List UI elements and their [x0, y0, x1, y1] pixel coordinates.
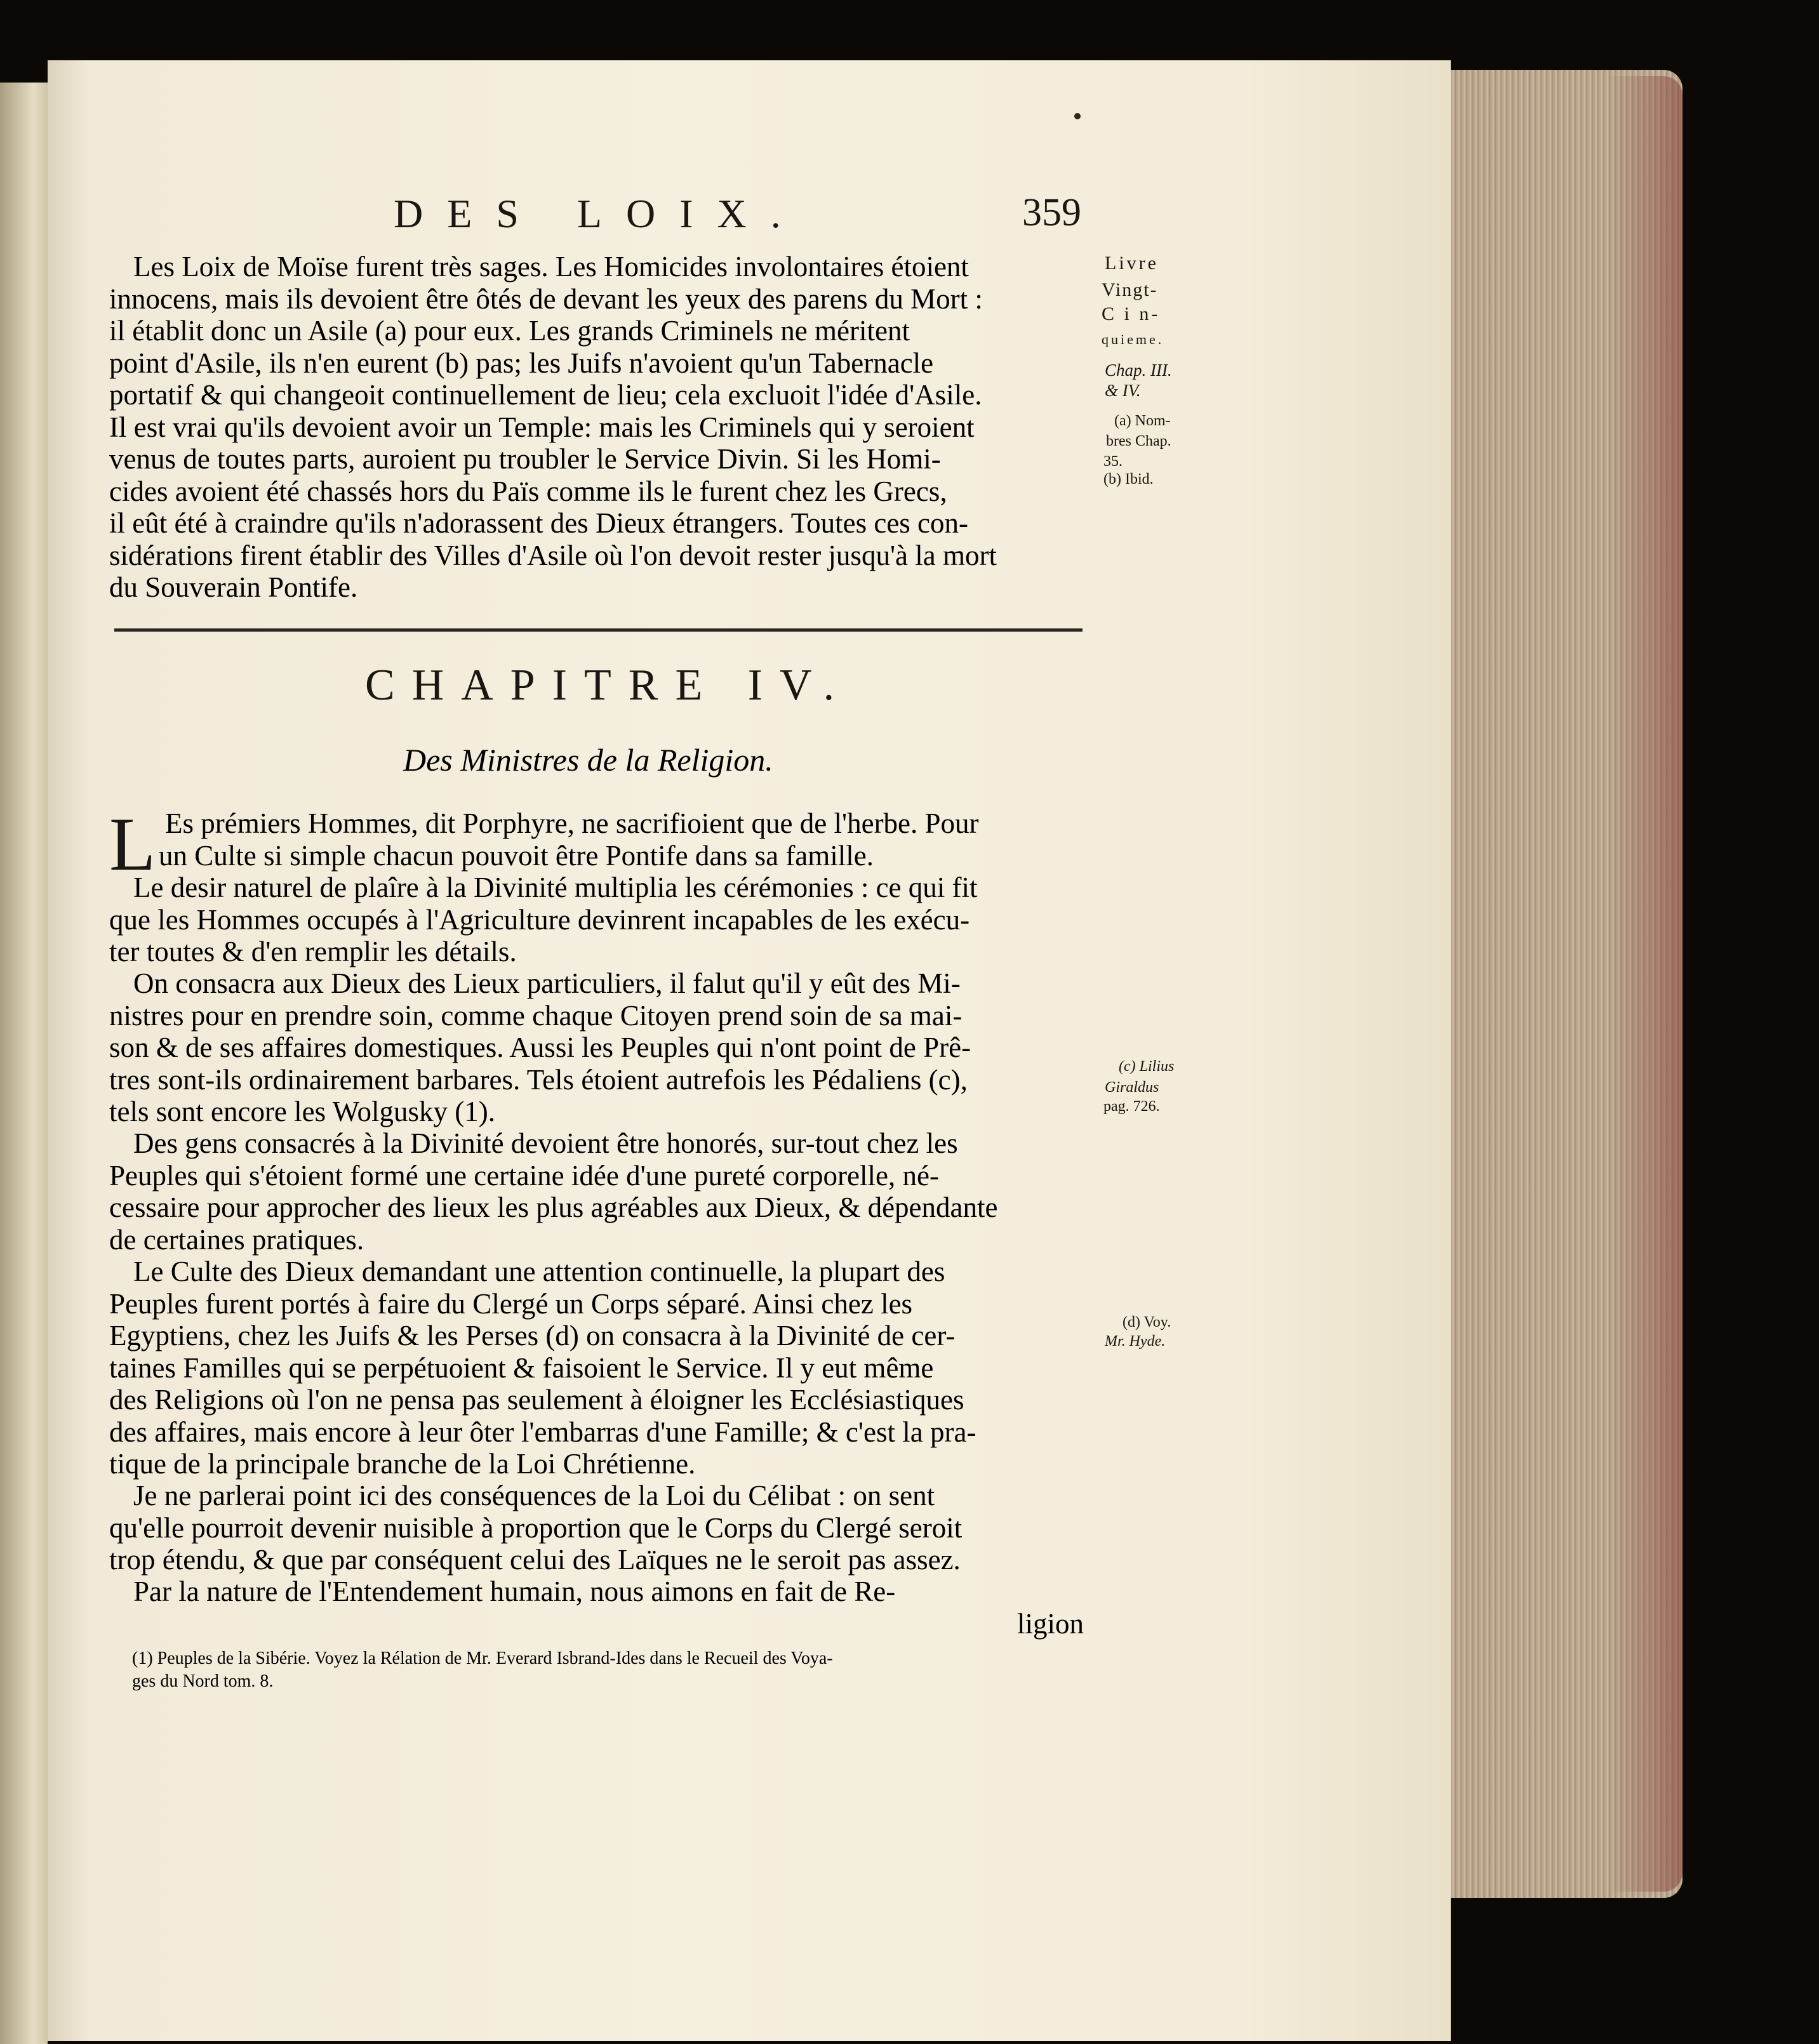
margin-note-c-page: pag. 726.: [1103, 1098, 1160, 1115]
text-line: de certaines pratiques.: [109, 1223, 364, 1256]
text-line: il eût été à craindre qu'ils n'adorassent des Dieux étrangers. Toutes ces con-: [109, 507, 969, 539]
page-number: 359: [1022, 191, 1081, 234]
text-line: venus de toutes parts, auroient pu troubler le Service Divin. Si les Homi-: [109, 443, 941, 475]
margin-note-cin: C i n-: [1102, 303, 1161, 324]
book-cover-edge: [1606, 76, 1682, 1892]
paragraph-pureté: [109, 1127, 1084, 1256]
margin-note-d-cont: Mr. Hyde.: [1105, 1333, 1166, 1350]
text-line: des Religions où l'on ne pensa pas seulement à éloigner les Ecclésiastiques: [109, 1384, 964, 1416]
text-line: Les Loix de Moïse furent très sages. Les Homicides involontaires étoient: [133, 251, 969, 282]
text-line: Peuples qui s'étoient formé une certaine idée d'une pureté corporelle, né-: [109, 1159, 939, 1191]
paragraph-clergé: [109, 1256, 1084, 1480]
text-line: Peuples furent portés à faire du Clergé un Corps séparé. Ainsi chez les: [109, 1287, 913, 1320]
paragraph-célibat: [109, 1480, 1084, 1576]
margin-note-vingt: Vingt-: [1102, 279, 1158, 300]
text-line: portatif & qui changeoit continuellement de lieu; cela excluoit l'idée d'Asile.: [109, 379, 982, 411]
margin-note-b: (b) Ibid.: [1103, 471, 1154, 488]
chapter-divider-rule: [114, 628, 1083, 632]
text-line: il établit donc un Asile (a) pour eux. Les grands Criminels ne méritent: [109, 315, 910, 347]
text-line: Il est vrai qu'ils devoient avoir un Temple: mais les Criminels qui y seroient: [109, 411, 975, 443]
text-line: tres sont-ils ordinairement barbares. Tels étoient autrefois les Pédaliens (c),: [109, 1063, 968, 1096]
text-line: nistres pour en prendre soin, comme chaque Citoyen prend soin de sa mai-: [109, 999, 963, 1032]
text-line: du Souverain Pontife.: [109, 571, 358, 603]
left-page-edge: [0, 83, 48, 2044]
text-line: taines Familles qui se perpétuoient & faisoient le Service. Il y eut même: [109, 1351, 934, 1384]
margin-note-a-cont: bres Chap.: [1106, 433, 1171, 449]
text-line: cessaire pour approcher des lieux les plus agréables aux Dieux, & dépendante: [109, 1191, 998, 1223]
text-line: tique de la principale branche de la Loi Chrétienne.: [109, 1448, 696, 1480]
text-line: Le desir naturel de plaîre à la Divinité multiplia les cérémonies : ce qui fit: [133, 872, 978, 903]
drop-cap: L: [109, 802, 156, 886]
text-line: Je ne parlerai point ici des conséquences de la Loi du Célibat : on sent: [133, 1480, 935, 1511]
text-line: cides avoient été chassés hors du Païs comme ils le furent chez les Grecs,: [109, 475, 947, 507]
text-line: qu'elle pourroit devenir nuisible à proportion que le Corps du Clergé seroit: [109, 1511, 963, 1544]
text-line: ter toutes & d'en remplir les détails.: [109, 936, 517, 967]
text-line: Des gens consacrés à la Divinité devoient être honorés, sur-tout chez les: [133, 1127, 958, 1159]
margin-note-c-cont: Giraldus: [1105, 1079, 1159, 1096]
paragraph-moise: [109, 251, 1084, 604]
margin-note-c: (c) Lilius: [1119, 1058, 1175, 1075]
text-line: Le Culte des Dieux demandant une attention continuelle, la plupart des: [133, 1256, 945, 1287]
chapter-subtitle: Des Ministres de la Religion.: [403, 742, 773, 778]
margin-note-livre: Livre: [1105, 253, 1159, 274]
text-line: Par la nature de l'Entendement humain, nous aimons en fait de Re-: [133, 1576, 896, 1607]
text-line: Es prémiers Hommes, dit Porphyre, ne sacrifioient que de l'herbe. Pour: [165, 807, 979, 839]
paragraph-entendement: [109, 1576, 1084, 1640]
text-line: des affaires, mais encore à leur ôter l'embarras d'une Famille; & c'est la pra-: [109, 1416, 976, 1448]
text-line: sidérations firent établir des Villes d'Asile où l'on devoit rester jusqu'à la mort: [109, 539, 997, 571]
text-line: innocens, mais ils devoient être ôtés de devant les yeux des parens du Mort :: [109, 282, 983, 315]
paragraph-lieux: [109, 967, 1084, 1128]
margin-note-chap: Chap. III.: [1105, 361, 1172, 380]
paragraph-desir: [109, 872, 1084, 968]
margin-note-iv: & IV.: [1105, 381, 1141, 400]
footnote: [132, 1647, 1097, 1693]
text-line: ligion: [1016, 1607, 1084, 1640]
text-line: trop étendu, & que par conséquent celui des Laïques ne le seroit pas assez.: [109, 1544, 961, 1576]
margin-note-d: (d) Voy.: [1123, 1314, 1171, 1331]
text-line: On consacra aux Dieux des Lieux particuliers, il falut qu'il y eût des Mi-: [133, 967, 961, 999]
text-line: un Culte si simple chacun pouvoit être Pontife dans sa famille.: [159, 839, 874, 872]
margin-note-a: (a) Nom-: [1114, 413, 1171, 429]
margin-note-a-num: 35.: [1103, 453, 1123, 470]
text-line: son & de ses affaires domestiques. Aussi les Peuples qui n'ont point de Prê-: [109, 1032, 971, 1063]
footnote-line: ges du Nord tom. 8.: [132, 1671, 274, 1691]
text-line: tels sont encore les Wolgusky (1).: [109, 1096, 495, 1127]
chapter-title: CHAPITRE IV.: [365, 661, 852, 710]
running-head: DES LOIX.: [394, 191, 805, 236]
ink-speck: [1074, 113, 1081, 119]
margin-note-quieme: quieme.: [1102, 331, 1164, 347]
footnote-line: (1) Peuples de la Sibérie. Voyez la Rélation de Mr. Everard Isbrand-Ides dans le Recueil des Voya-: [132, 1649, 833, 1668]
paragraph-porphyre: [159, 807, 1084, 872]
text-line: point d'Asile, ils n'en eurent (b) pas; les Juifs n'avoient qu'un Tabernacle: [109, 347, 934, 379]
text-line: Egyptiens, chez les Juifs & les Perses (d) on consacra à la Divinité de cer-: [109, 1320, 956, 1351]
text-line: que les Hommes occupés à l'Agriculture devinrent incapables de les exécu-: [109, 903, 970, 936]
